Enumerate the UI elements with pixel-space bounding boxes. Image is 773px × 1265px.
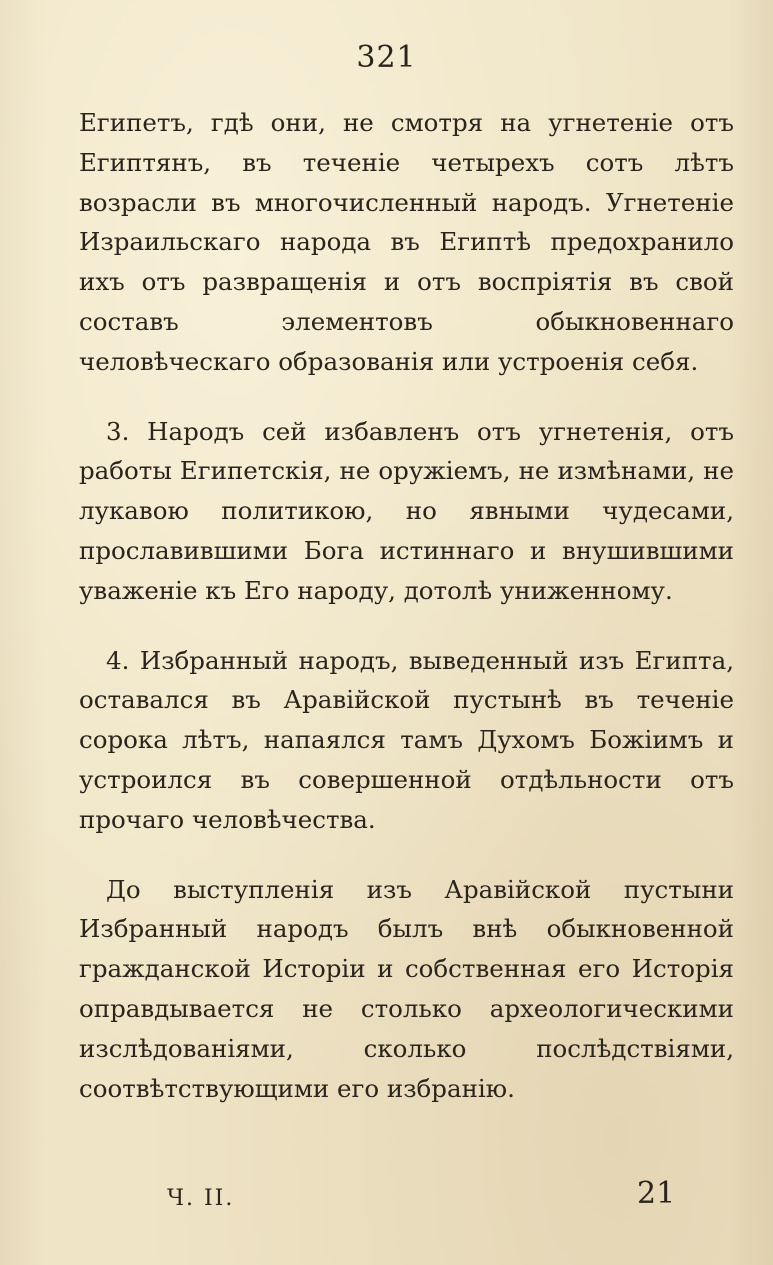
paragraph-closing: До выступленія изъ Аравійской пустыни Избранный народъ былъ внѣ обыкновенной гражданской Исторіи и собственная его Исторія оправдывается не столько археологическими изслѣдованіями, сколько послѣдствіями, соотвѣтствующими его избранію. (79, 874, 734, 1103)
page-number: 321 (356, 40, 417, 75)
paragraph-item-3: 3. Народъ сей избавленъ отъ угнетенія, отъ работы Египетскія, не оружіемъ, не измѣнами, не лукавою политикою, но явными чудесами, прославившими Бога истиннаго и внушившими уваженіе къ Его народу, дотолѣ униженному. (79, 416, 734, 605)
signature-mark: Ч. II. (167, 1186, 235, 1211)
paragraph-continuation: Египетъ, гдѣ они, не смотря на угнетеніе отъ Египтянъ, въ теченіе четырехъ сотъ лѣтъ возрасли въ многочисленный народъ. Угнетеніе Израильскаго народа въ Египтѣ предохранило ихъ отъ развращенія и отъ воспріятія въ свой составъ элементовъ обыкновеннаго человѣческаго образованія или устроенія себя. (79, 108, 734, 376)
paragraph-item-4: 4. Избранный народъ, выведенный изъ Египта, оставался въ Аравійской пустынѣ въ теченіе сорока лѣтъ, напаялся тамъ Духомъ Божіимъ и устроился въ совершенной отдѣльности отъ прочаго человѣчества. (79, 645, 734, 834)
page-body (79, 103, 734, 1108)
sheet-number: 21 (637, 1176, 676, 1211)
